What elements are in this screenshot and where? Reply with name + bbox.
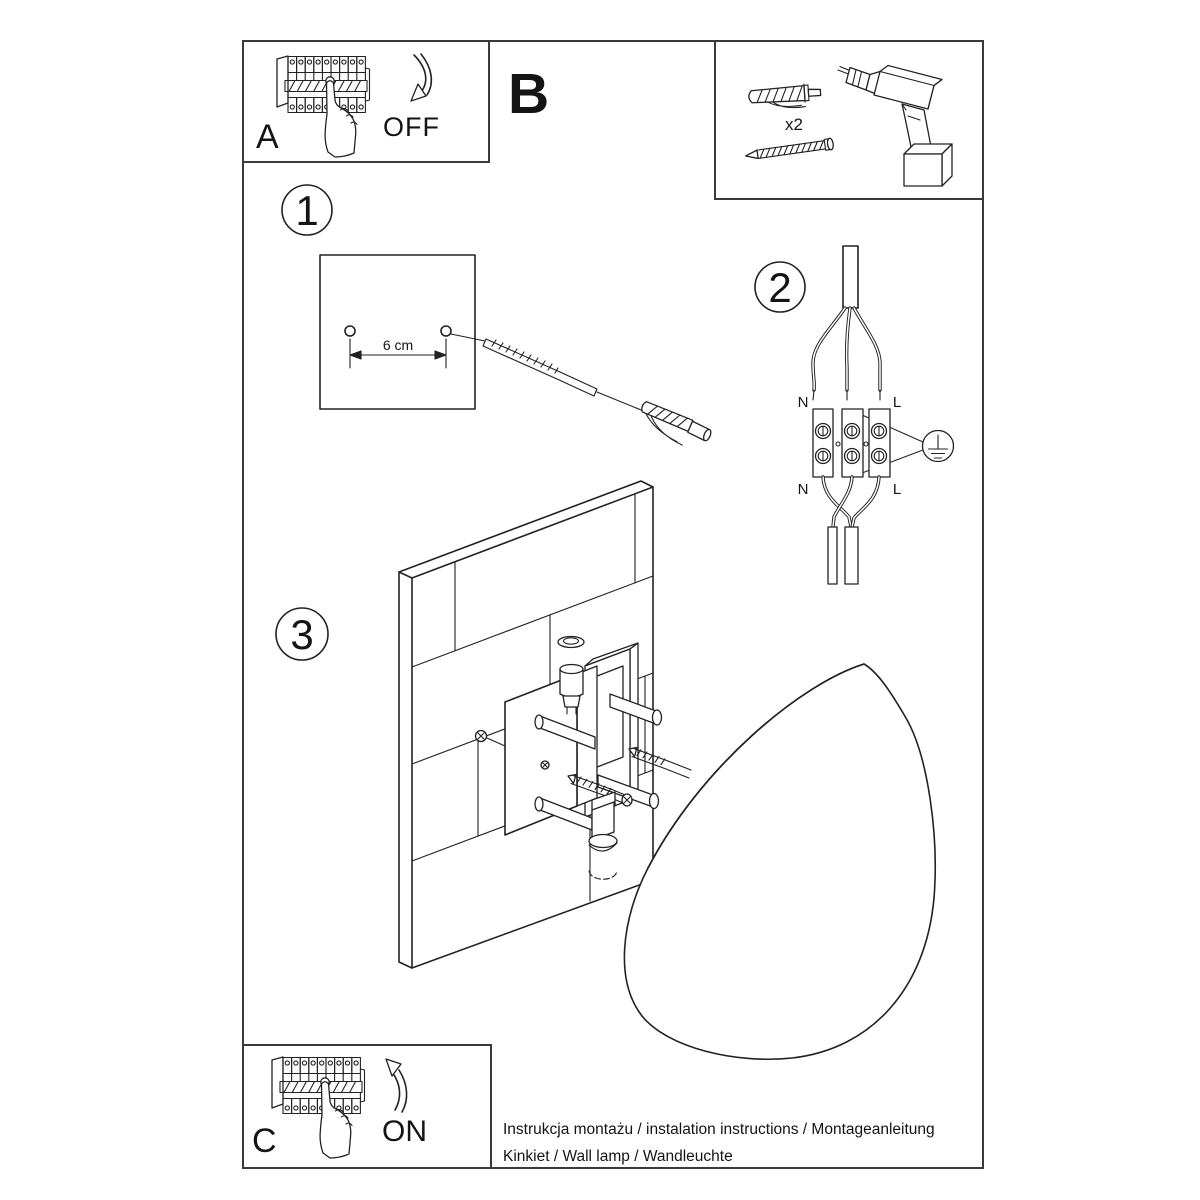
wires-bottom (823, 477, 879, 527)
terminal-label-l-top: L (892, 394, 902, 411)
step-1 (282, 185, 713, 454)
panel-c-action-label: ON (382, 1115, 427, 1148)
arrow-down-icon (411, 54, 431, 101)
step-2-number: 2 (768, 264, 792, 311)
drill-icon (838, 66, 952, 187)
panel-c-breaker-on (252, 1057, 427, 1160)
bottom-lamp-holder (589, 792, 617, 851)
step-2 (755, 246, 954, 584)
cable-sleeve-top (843, 246, 858, 308)
lamp-shade (624, 664, 935, 1059)
panel-b-tools (508, 62, 952, 186)
quantity-label: x2 (785, 115, 803, 134)
drill-bit-and-plug-icon (483, 339, 713, 454)
panel-b-label: B (508, 62, 550, 126)
drill-holes (345, 326, 451, 336)
dimension-label: 6 cm (382, 337, 414, 353)
caption-line-2: Kinkiet / Wall lamp / Wandleuchte (503, 1148, 733, 1165)
terminal-label-l-bottom: L (892, 481, 902, 498)
terminal-label-n-bottom: N (797, 481, 809, 498)
ground-icon (923, 431, 954, 462)
breaker-on-icon (272, 1057, 365, 1158)
caption-line-1: Instrukcja montażu / instalation instructions / Montageanleitung (503, 1121, 935, 1138)
panel-a-label: A (256, 118, 279, 156)
wall-plug-icon (748, 83, 821, 111)
arrow-up-icon (386, 1059, 407, 1112)
panel-a-breaker-off (256, 54, 440, 157)
hole-leader-line (451, 334, 485, 341)
screw-icon (745, 138, 834, 162)
terminal-block (813, 409, 890, 477)
step-1-number: 1 (295, 187, 319, 234)
panel-a-action-label: OFF (383, 112, 440, 142)
step-3-number: 3 (290, 611, 314, 658)
caption-block (503, 1121, 935, 1165)
cable-sleeve-bottom-left (828, 527, 837, 584)
breaker-off-icon (277, 56, 370, 157)
panel-c-label: C (252, 1122, 277, 1160)
cable-sleeve-bottom-right (845, 527, 858, 584)
wall-outline (320, 255, 475, 409)
wires-top (813, 308, 880, 400)
terminal-label-n-top: N (797, 394, 809, 411)
